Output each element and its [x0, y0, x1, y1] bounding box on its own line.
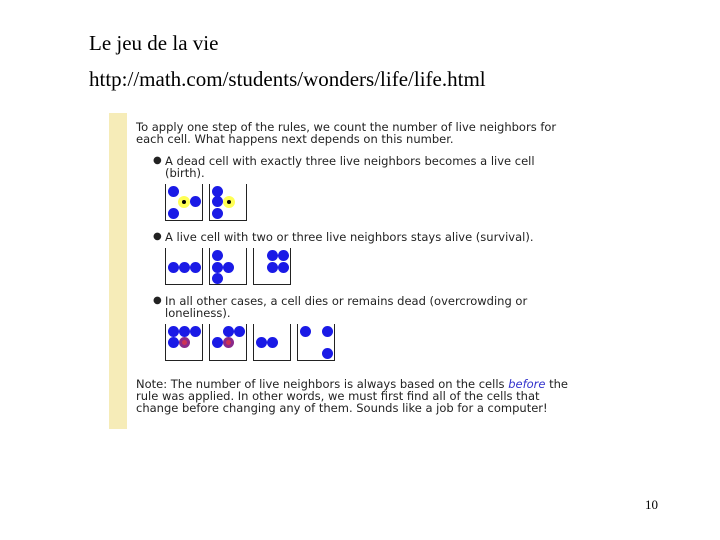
live-cell: [223, 262, 234, 273]
live-cell: [212, 196, 223, 207]
death-examples: [165, 324, 576, 361]
live-cell: [300, 326, 311, 337]
grid-example: [209, 324, 247, 361]
grid-example: [165, 184, 203, 221]
live-cell: [212, 273, 223, 284]
live-cell: [256, 337, 267, 348]
birth-examples: [165, 184, 576, 221]
rule-survival: [136, 231, 576, 285]
live-cell: [212, 208, 223, 219]
sidebar-strip: [109, 113, 127, 429]
dying-cell: [179, 337, 190, 348]
live-cell: [179, 262, 190, 273]
rule-death: [136, 295, 576, 361]
note-label: Note:: [136, 377, 168, 391]
grid-example: [165, 324, 203, 361]
live-cell: [190, 196, 201, 207]
page-number: 10: [645, 497, 658, 512]
live-cell: [322, 348, 333, 359]
note-text-part1: The number of live neighbors is always based on the cells: [170, 377, 505, 391]
note-paragraph: [136, 378, 576, 414]
source-url[interactable]: http://math.com/students/wonders/life/life.html: [89, 67, 486, 91]
rule-survival-text: A live cell with two or three live neighbors stays alive (survival).: [165, 230, 534, 244]
dying-cell: [223, 337, 234, 348]
slide-title: Le jeu de la vie: [89, 31, 219, 55]
live-cell: [278, 262, 289, 273]
rule-birth-text: A dead cell with exactly three live neighbors becomes a live cell (birth).: [165, 154, 535, 180]
grid-example: [297, 324, 335, 361]
live-cell: [278, 250, 289, 261]
note-emphasis: before: [508, 377, 546, 391]
intro-text: To apply one step of the rules, we count the number of live neighbors for each cell. What happens next depends on this number.: [136, 120, 557, 146]
live-cell: [168, 262, 179, 273]
birth-cell: [223, 196, 235, 208]
live-cell: [212, 337, 223, 348]
live-cell: [168, 208, 179, 219]
live-cell: [190, 262, 201, 273]
live-cell: [168, 186, 179, 197]
rule-birth: [136, 155, 576, 221]
live-cell: [267, 262, 278, 273]
live-cell: [212, 262, 223, 273]
rule-death-text: In all other cases, a cell dies or remains dead (overcrowding or loneliness).: [165, 294, 528, 320]
grid-example: [253, 248, 291, 285]
grid-example: [253, 324, 291, 361]
live-cell: [267, 250, 278, 261]
birth-cell: [178, 196, 190, 208]
grid-example: [209, 184, 247, 221]
live-cell: [168, 326, 179, 337]
bullet-icon: ●: [153, 231, 162, 242]
live-cell: [223, 326, 234, 337]
survival-examples: [165, 248, 576, 285]
live-cell: [168, 337, 179, 348]
live-cell: [179, 326, 190, 337]
embedded-screenshot: [109, 113, 579, 429]
bullet-icon: ●: [153, 295, 162, 306]
live-cell: [267, 337, 278, 348]
grid-example: [209, 248, 247, 285]
rules-content: [136, 121, 576, 414]
live-cell: [234, 326, 245, 337]
live-cell: [212, 250, 223, 261]
bullet-icon: ●: [153, 155, 162, 166]
live-cell: [190, 326, 201, 337]
grid-example: [165, 248, 203, 285]
live-cell: [322, 326, 333, 337]
note-text-part2: the rule was applied. In other words, we must first find all of the cells that change before changing any of them. Sounds like a job for a computer!: [136, 377, 568, 415]
